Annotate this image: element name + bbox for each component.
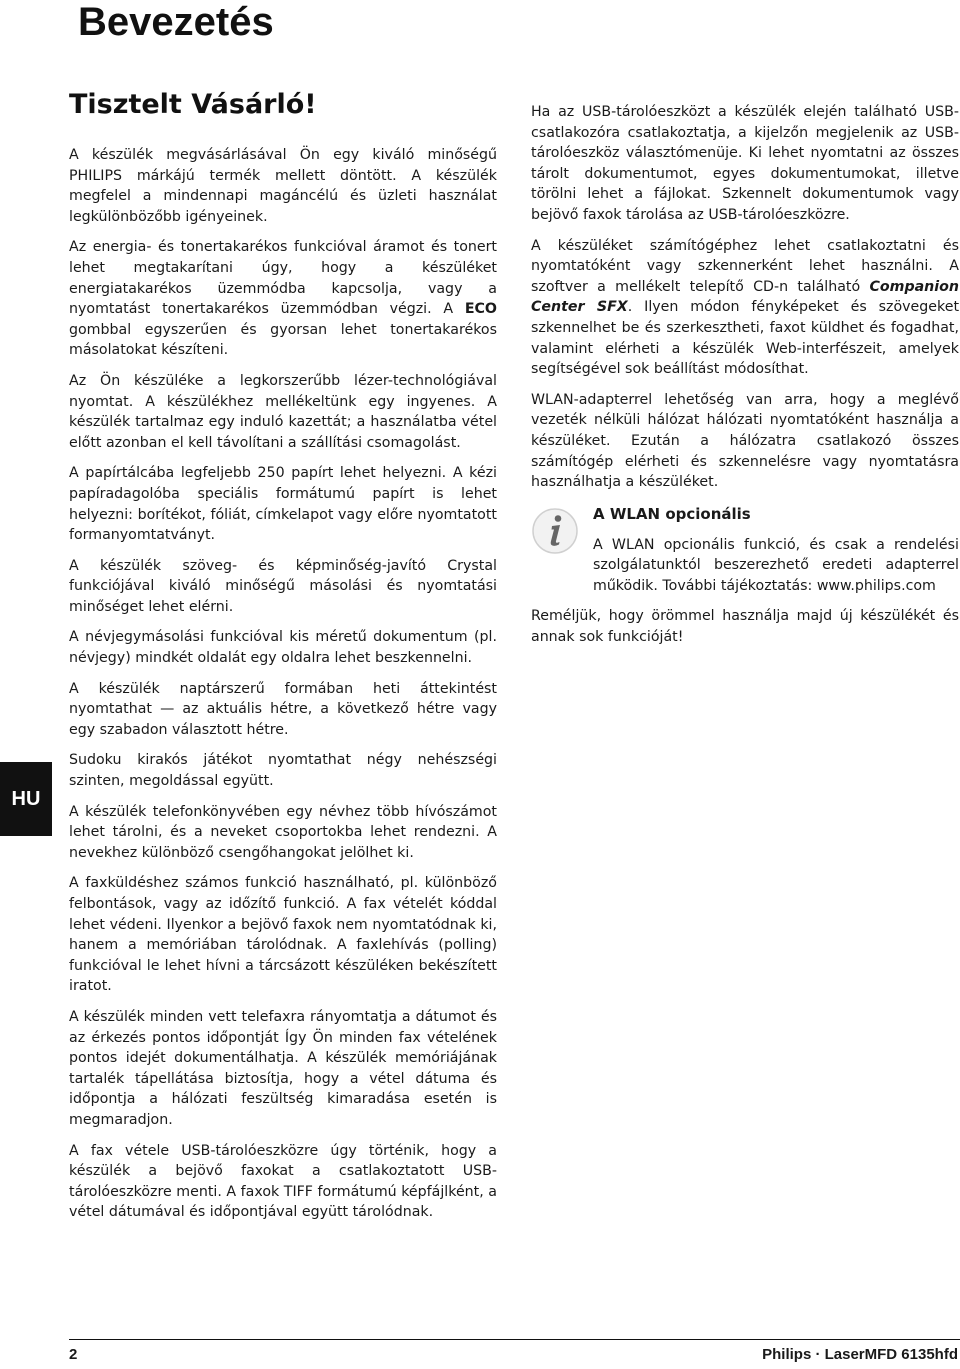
paragraph-eco xyxy=(69,237,497,361)
right-column xyxy=(531,102,959,658)
paragraph-phonebook: A készülék telefonkönyvében egy névhez több hívószámot lehet tárolni, és a neveket csoportokba lehet rendezni. A nevekhez különböző csengőhangokat jelölhet ki. xyxy=(69,803,497,861)
left-column xyxy=(69,145,497,1233)
info-text: A WLAN opcionális funkció, és csak a rendelési szolgálatunktól beszerezhető eredeti adapterrel működik. További tájékoztatás: www.philips.com xyxy=(593,536,959,594)
info-note xyxy=(531,503,959,597)
eco-text-after: gombbal egyszerűen és gyorsan lehet tonertakarékos másolatokat készíteni. xyxy=(69,321,497,359)
eco-keyword: ECO xyxy=(464,301,497,318)
eco-text-before: Az energia- és tonertakarékos funkcióval áramot és tonert lehet megtakarítani úgy, hogy a készüléket energiatakarékos üzemmódba kapcsolja, vagy a nyomtatást tonertakarékos üzemmódban végzi. A xyxy=(69,239,497,318)
software-name: Companion Center SFX xyxy=(531,278,959,316)
computer-text-before: A készüléket számítógéphez lehet csatlakoztatni és nyomtatóként vagy szkennerként lehet használni. A szoftver a mellékelt telepítő CD-n található xyxy=(531,237,959,295)
paragraph-fax-send: A faxküldéshez számos funkció használható, pl. különböző felbontások, vagy az időzítő funkció. A fax vételét kóddal lehet védeni. Ilyenkor a bejövő faxok nem nyomtatódnak ki, hanem a memóriában tárolódnak. A faxlehívás (polling) funkcióval le lehet hívni a tárcsázott készüléken bekészített iratot. xyxy=(69,875,497,995)
page-number: 2 xyxy=(69,1346,78,1363)
info-icon xyxy=(531,507,579,555)
paragraph-closing: Reméljük, hogy örömmel használja majd új készülékét és annak sok funkcióját! xyxy=(531,608,959,646)
paragraph-paper: A papírtálcába legfeljebb 250 papírt lehet helyezni. A kézi papíradagolóba speciális formátumú papírt is lehet helyezni: borítékot, fóliát, címkelapot vagy előre nyomtatott formanyomtatványt. xyxy=(69,465,497,544)
paragraph-sudoku: Sudoku kirakós játékot nyomtathat négy nehészségi szinten, megoldással együtt. xyxy=(69,752,497,790)
paragraph-business-card: A névjegymásolási funkcióval kis méretű dokumentum (pl. névjegy) mindkét oldalát egy oldalra lehet beszkennelni. xyxy=(69,629,497,667)
paragraph-fax-usb: A fax vétele USB-tárolóeszközre úgy történik, hogy a készülék a bejövő faxokat a csatlakoztatott USB-tárolóeszközre menti. A faxok TIFF formátumú képfájlként, a vétel dátumával és időpontjával együtt tárolódnak. xyxy=(69,1142,497,1221)
footer-divider xyxy=(69,1339,960,1340)
paragraph-fax-receive: A készülék minden vett telefaxra rányomtatja a dátumot és az érkezés pontos időpontját Így Ön minden fax vételének pontos idejét dokumentálhatja. A készülék memóriájának tartalék tápellátása biztosítja, hogy a vétel dátuma és időpontja a hálózati feszültség kimaradása esetén is megmaradjon. xyxy=(69,1008,497,1128)
paragraph-computer xyxy=(531,236,959,380)
paragraph-laser: Az Ön készüléke a legkorszerűbb lézer-technológiával nyomtat. A készülékhez mellékeltünk egy ingyenes. A készülék tartalmaz egy induló kazettát; a használatba vétel előtt azonban el kell távolítani a szállítási csomagolást. xyxy=(69,372,497,451)
paragraph-calendar: A készülék naptárszerű formában heti áttekintést nyomtathat — az aktuális hétre, a következő hétre vagy egy szabadon választott hétre. xyxy=(69,680,497,738)
info-title: A WLAN opcionális xyxy=(593,504,751,523)
language-tab: HU xyxy=(0,762,52,836)
chapter-title: Bevezetés xyxy=(78,0,274,44)
paragraph-wlan: WLAN-adapterrel lehetőség van arra, hogy a meglévő vezeték nélküli hálózat hálózati nyomtatóként használja a készüléket. Ezután a hálózatra csatlakozó összes számítógép elérheti és szkennelésre vagy nyomtatásra használhatja a készüléket. xyxy=(531,391,959,491)
paragraph-usb: Ha az USB-tárolóeszközt a készülék elején található USB-csatlakozóra csatlakoztatja, a kijelzőn megjelenik az USB-tárolóeszköz választómenüje. Ki lehet nyomtatni az összes tárolt dokumentumot, egyes dokumentumokat, illetve törölni lehet a fájlokat. Szkennelt dokumentumok vagy bejövő faxok tárolása az USB-tárolóeszközre. xyxy=(531,104,959,223)
paragraph-intro: A készülék megvásárlásával Ön egy kiváló minőségű PHILIPS márkájú termék mellett döntött. A készülék megfelel a mindennapi magáncélú és üzleti használat legkülönbözőbb igényeinek. xyxy=(69,147,497,225)
paragraph-crystal: A készülék szöveg- és képminőség-javító Crystal funkciójával kiváló minőségű másolási és nyomtatási minőséget lehet elérni. xyxy=(69,557,497,615)
page-heading: Tisztelt Vásárló! xyxy=(69,89,317,120)
computer-text-after: . Ilyen módon fényképeket és szövegeket szkennelhet be és szerkesztheti, faxot küldhet és fogadhat, valamint elérheti a készülék Web-interfészeit, amelyek segítségével sok beállítást módosíthat. xyxy=(531,299,960,378)
footer-product-name: Philips · LaserMFD 6135hfd xyxy=(762,1346,958,1363)
